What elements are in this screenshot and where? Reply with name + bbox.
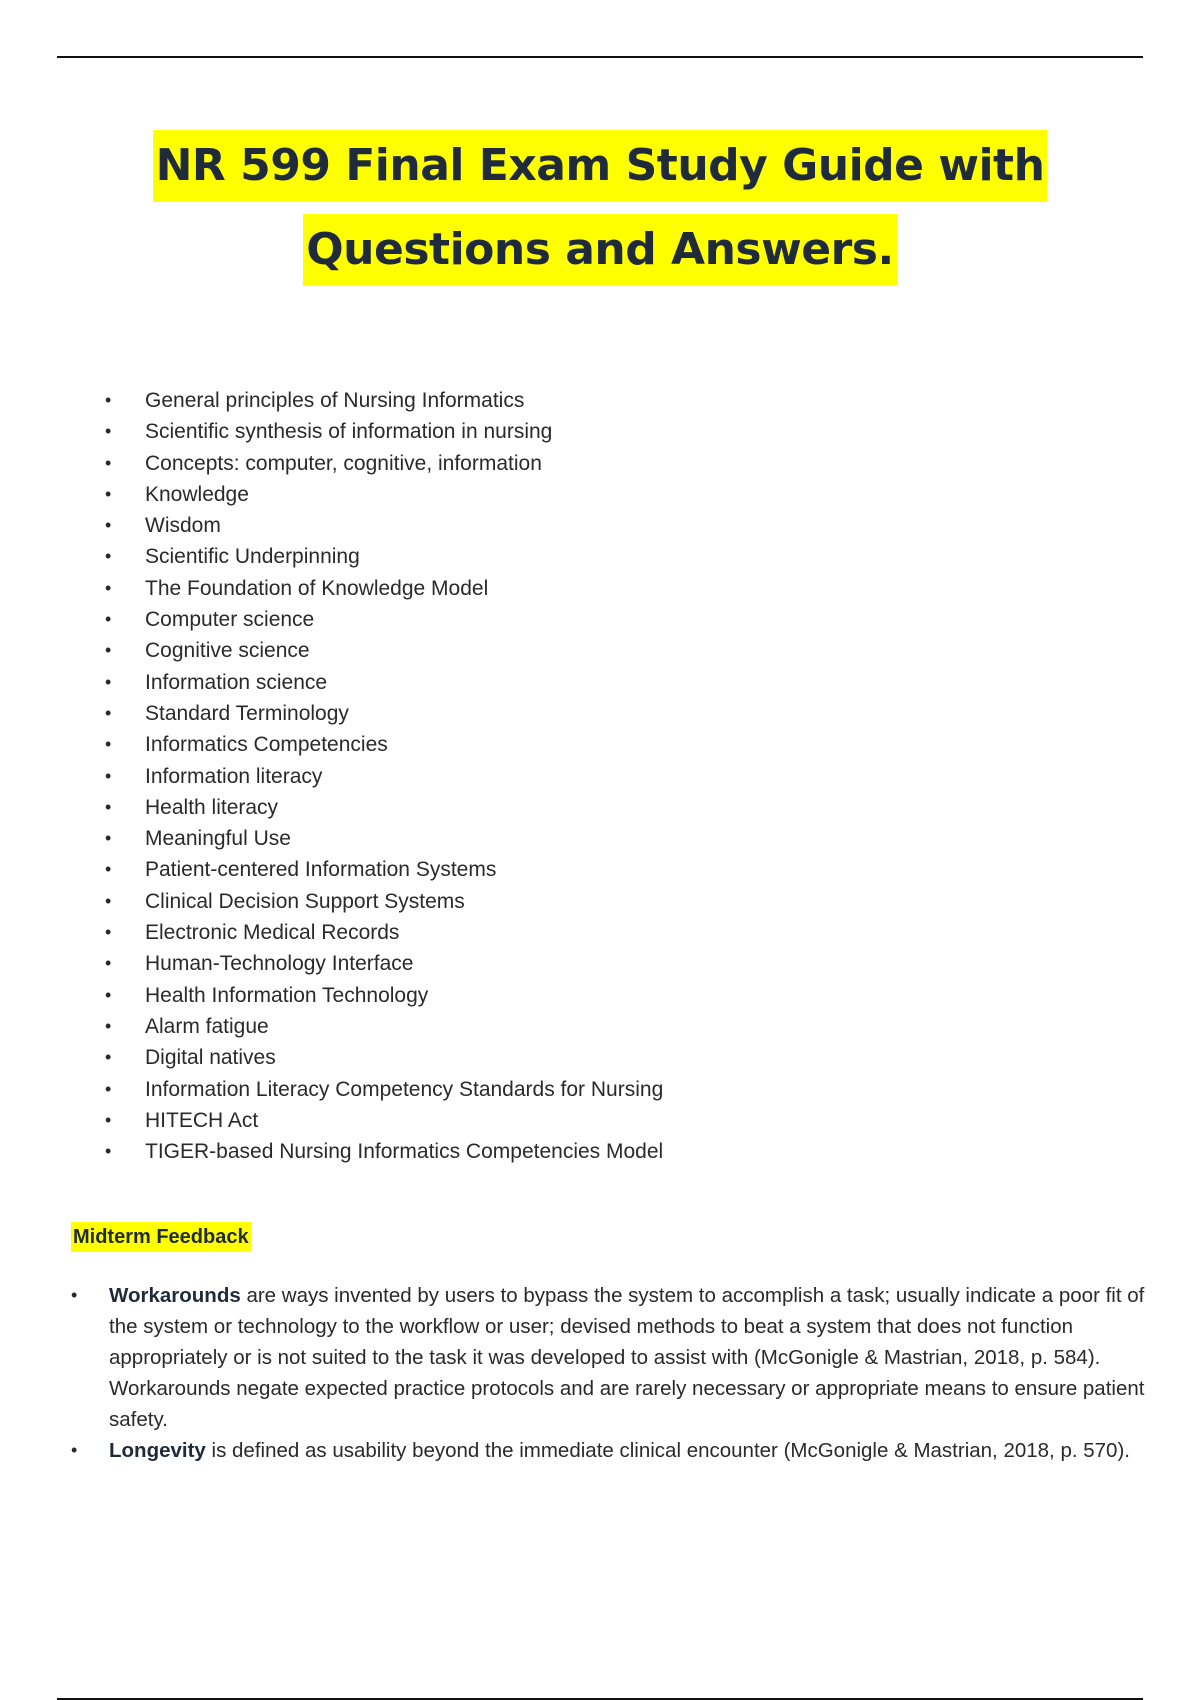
list-item: • The Foundation of Knowledge Model [105,573,663,604]
page-title [0,130,1200,286]
midterm-notes-list [71,1280,1156,1466]
list-item: • Concepts: computer, cognitive, information [105,448,663,479]
list-item: • Informatics Competencies [105,729,663,760]
list-item: • Scientific Underpinning [105,541,663,572]
list-item: • Electronic Medical Records [105,917,663,948]
list-item: • General principles of Nursing Informatics [105,385,663,416]
list-item: • Information Literacy Competency Standards for Nursing [105,1074,663,1105]
midterm-feedback-heading: Midterm Feedback [71,1222,251,1252]
list-item: • Computer science [105,604,663,635]
list-item: • Health literacy [105,792,663,823]
list-item: • HITECH Act [105,1105,663,1136]
note-item-workarounds [71,1280,1156,1435]
list-item: • Health Information Technology [105,980,663,1011]
list-item: • Scientific synthesis of information in nursing [105,416,663,447]
title-line-2: Questions and Answers. [303,214,896,286]
note-term: Workarounds [109,1284,241,1307]
topics-list [105,385,663,1167]
list-item: • Clinical Decision Support Systems [105,886,663,917]
top-rule [57,56,1143,58]
list-item: • Meaningful Use [105,823,663,854]
list-item: • Wisdom [105,510,663,541]
note-text: is defined as usability beyond the immediate clinical encounter (McGonigle & Mastrian, 2018, p. 570). [205,1439,1130,1462]
list-item: • Cognitive science [105,635,663,666]
note-item-longevity [71,1435,1156,1466]
list-item: • Alarm fatigue [105,1011,663,1042]
list-item: • Patient-centered Information Systems [105,854,663,885]
list-item: • Knowledge [105,479,663,510]
list-item: • TIGER-based Nursing Informatics Competencies Model [105,1136,663,1167]
note-text: are ways invented by users to bypass the system to accomplish a task; usually indicate a poor fit of the system or technology to the workflow or user; devised methods to beat a system that does not function appropriately or is not suited to the task it was developed to assist with (McGonigle & Mastrian, 2018, p. 584). Workarounds negate expected practice protocols and are rarely necessary or appropriate means to ensure patient safety. [109,1284,1145,1431]
list-item: • Digital natives [105,1042,663,1073]
list-item: • Information science [105,667,663,698]
list-item: • Information literacy [105,761,663,792]
list-item: • Human-Technology Interface [105,948,663,979]
note-term: Longevity [109,1439,206,1462]
list-item: • Standard Terminology [105,698,663,729]
title-line-1: NR 599 Final Exam Study Guide with [153,130,1048,202]
